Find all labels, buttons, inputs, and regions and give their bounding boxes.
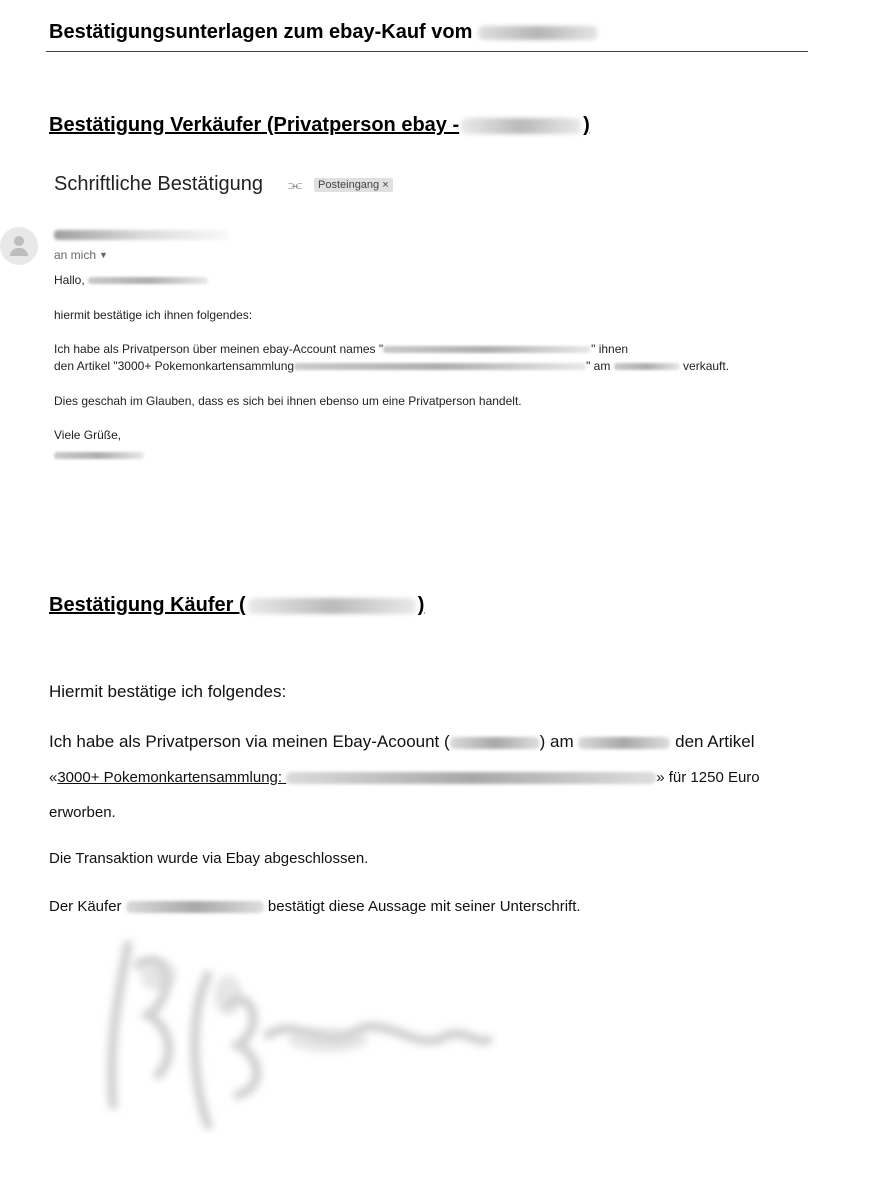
buyer-line-1-mid: ) am — [539, 732, 574, 751]
redacted-article-details — [286, 772, 656, 784]
email-article-suffix: verkauft. — [683, 359, 730, 373]
email-signature-name — [54, 448, 144, 462]
email-account-prefix: Ich habe als Privatperson über meinen ebay-Account names " — [54, 342, 384, 356]
redacted-buyer-name-2 — [126, 901, 264, 913]
buyer-line-2 — [49, 769, 760, 786]
buyer-heading-suffix: ) — [417, 594, 425, 616]
redacted-account-name — [383, 346, 591, 353]
email-account-suffix: " ihnen — [591, 342, 629, 356]
email-article-prefix: den Artikel "3000+ Pokemonkartensammlung — [54, 359, 295, 373]
buyer-line-3: erworben. — [49, 804, 116, 821]
buyer-line-1 — [49, 732, 755, 752]
important-marker-icon: ⫘ — [288, 177, 303, 194]
inbox-label-chip[interactable]: Posteingang × — [314, 178, 393, 192]
article-title-text: 3000+ Pokemonkartensammlung: — [57, 769, 283, 786]
redacted-buyer-account — [450, 737, 540, 749]
buyer-line-1-prefix: Ich habe als Privatperson via meinen Ebay-Acoount ( — [49, 732, 450, 751]
buyer-confirmation-suffix: bestätigt diese Aussage mit seiner Unterschrift. — [267, 898, 581, 915]
buyer-section-heading — [49, 594, 424, 617]
buyer-line-1-suffix: den Artikel — [675, 732, 755, 751]
chevron-down-icon[interactable]: ▼ — [99, 250, 108, 260]
redacted-article-title — [294, 363, 586, 370]
email-greeting-text: Hallo, — [54, 273, 85, 287]
document-title — [49, 21, 598, 44]
buyer-confirmation — [49, 898, 581, 915]
recipient-label: an mich — [54, 248, 97, 262]
seller-section-heading — [49, 114, 590, 137]
redacted-seller-name — [461, 118, 581, 134]
buyer-signature — [98, 935, 498, 1135]
recipient-details[interactable] — [54, 248, 108, 262]
email-belief-line: Dies geschah im Glauben, dass es sich bei ihnen ebenso um eine Privatperson handelt. — [54, 394, 522, 408]
redacted-sale-date — [614, 363, 680, 370]
redacted-purchase-date — [578, 737, 670, 749]
title-divider — [46, 51, 808, 52]
transaction-statement: Die Transaktion wurde via Ebay abgeschlossen. — [49, 850, 369, 867]
email-intro: hiermit bestätige ich ihnen folgendes: — [54, 308, 253, 322]
email-subject: Schriftliche Bestätigung — [54, 173, 264, 195]
document-title-text: Bestätigungsunterlagen zum ebay-Kauf vom — [49, 21, 473, 43]
buyer-intro: Hiermit bestätige ich folgendes: — [49, 682, 287, 701]
buyer-heading-prefix: Bestätigung Käufer ( — [49, 594, 246, 616]
email-greeting — [54, 273, 208, 287]
redacted-buyer-name — [248, 598, 416, 614]
redacted-seller-signature — [54, 452, 144, 459]
article-title-link[interactable] — [57, 769, 656, 786]
email-article-line — [54, 359, 729, 373]
buyer-line-2-suffix: » für 1250 Euro — [656, 769, 760, 786]
redacted-date — [478, 26, 598, 40]
buyer-line-2-prefix: « — [49, 769, 58, 786]
seller-heading-suffix: ) — [583, 114, 590, 136]
email-closing: Viele Grüße, — [54, 428, 122, 442]
email-account-line — [54, 342, 628, 356]
email-article-am: " am — [586, 359, 611, 373]
redacted-sender-name — [54, 230, 229, 240]
buyer-confirmation-prefix: Der Käufer — [49, 898, 122, 915]
seller-heading-prefix: Bestätigung Verkäufer (Privatperson ebay - — [49, 114, 460, 136]
redacted-greeting-name — [88, 277, 208, 284]
sender-avatar — [0, 227, 38, 265]
